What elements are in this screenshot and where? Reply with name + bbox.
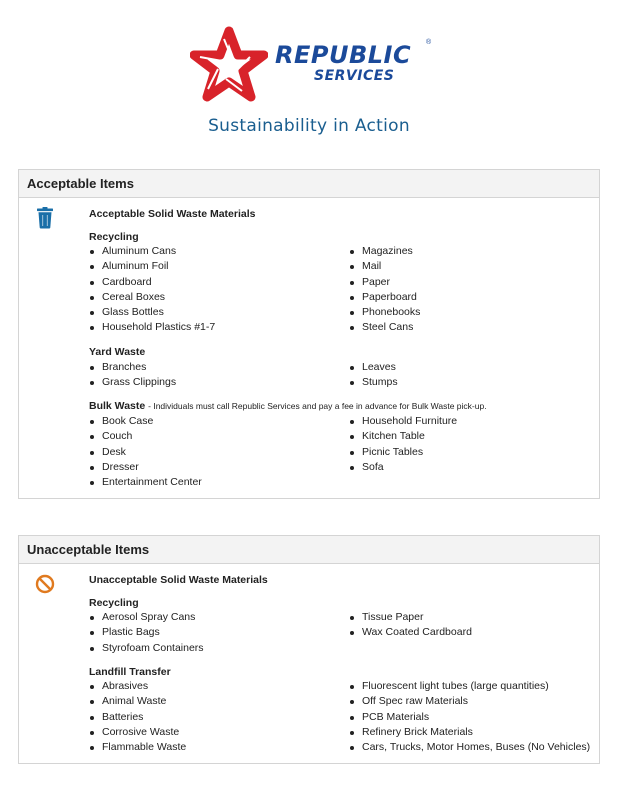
list-item: Off Spec raw Materials — [349, 694, 590, 709]
list-item: Phonebooks — [349, 305, 420, 320]
yard-waste-list-left — [89, 360, 176, 391]
registered-mark: ® — [426, 39, 432, 46]
list-item: Picnic Tables — [349, 445, 457, 460]
list-item: Book Case — [89, 414, 202, 429]
acceptable-recycling-list-left — [89, 244, 215, 336]
list-item: Refinery Brick Materials — [349, 725, 590, 740]
list-item: Couch — [89, 429, 202, 444]
list-item: Cereal Boxes — [89, 290, 215, 305]
unacceptable-recycling-list-right — [349, 610, 472, 641]
list-item: Kitchen Table — [349, 429, 457, 444]
list-item: Entertainment Center — [89, 475, 202, 490]
bulk-waste-note: - Individuals must call Republic Services and pay a fee in advance for Bulk Waste pick-up. — [148, 401, 487, 411]
list-item: Desk — [89, 445, 202, 460]
acceptable-items-heading: Acceptable Items — [19, 170, 599, 198]
list-item: Mail — [349, 259, 420, 274]
list-item: Paper — [349, 275, 420, 290]
list-item: Abrasives — [89, 679, 186, 694]
list-item: Tissue Paper — [349, 610, 472, 625]
star-logo-icon — [190, 25, 268, 103]
republic-services-logo — [190, 25, 430, 105]
bulk-waste-list-left — [89, 414, 202, 490]
acceptable-items-panel — [18, 169, 600, 499]
list-item: Animal Waste — [89, 694, 186, 709]
list-item: Dresser — [89, 460, 202, 475]
list-item: Stumps — [349, 375, 398, 390]
list-item: Cars, Trucks, Motor Homes, Buses (No Vehicles) — [349, 740, 590, 755]
brand-name-line2: SERVICES — [314, 68, 395, 84]
list-item: Grass Clippings — [89, 375, 176, 390]
acceptable-subtitle: Acceptable Solid Waste Materials — [89, 208, 256, 220]
brand-name-line1: REPUBLIC — [275, 41, 412, 69]
list-item: Plastic Bags — [89, 625, 204, 640]
acceptable-recycling-title: Recycling — [89, 231, 139, 243]
unacceptable-recycling-list-left — [89, 610, 204, 656]
bulk-waste-label: Bulk Waste — [89, 400, 146, 412]
list-item: Branches — [89, 360, 176, 375]
bulk-waste-list-right — [349, 414, 457, 475]
landfill-transfer-title: Landfill Transfer — [89, 666, 171, 678]
unacceptable-subtitle: Unacceptable Solid Waste Materials — [89, 574, 268, 586]
list-item: Household Furniture — [349, 414, 457, 429]
landfill-transfer-list-left — [89, 679, 186, 755]
list-item: Aluminum Foil — [89, 259, 215, 274]
yard-waste-list-right — [349, 360, 398, 391]
list-item: Sofa — [349, 460, 457, 475]
bulk-waste-title — [89, 400, 487, 412]
list-item: Flammable Waste — [89, 740, 186, 755]
list-item: PCB Materials — [349, 710, 590, 725]
list-item: Magazines — [349, 244, 420, 259]
tagline: Sustainability in Action — [208, 116, 410, 136]
prohibited-icon — [35, 573, 55, 595]
list-item: Aluminum Cans — [89, 244, 215, 259]
trash-can-icon — [35, 207, 55, 229]
list-item: Styrofoam Containers — [89, 641, 204, 656]
list-item: Corrosive Waste — [89, 725, 186, 740]
list-item: Paperboard — [349, 290, 420, 305]
landfill-transfer-list-right — [349, 679, 590, 755]
yard-waste-title: Yard Waste — [89, 346, 146, 358]
list-item: Household Plastics #1-7 — [89, 320, 215, 335]
list-item: Wax Coated Cardboard — [349, 625, 472, 640]
acceptable-recycling-list-right — [349, 244, 420, 336]
unacceptable-recycling-title: Recycling — [89, 597, 139, 609]
list-item: Leaves — [349, 360, 398, 375]
list-item: Steel Cans — [349, 320, 420, 335]
list-item: Aerosol Spray Cans — [89, 610, 204, 625]
list-item: Glass Bottles — [89, 305, 215, 320]
list-item: Fluorescent light tubes (large quantities) — [349, 679, 590, 694]
list-item: Batteries — [89, 710, 186, 725]
unacceptable-items-heading: Unacceptable Items — [19, 536, 599, 564]
list-item: Cardboard — [89, 275, 215, 290]
unacceptable-items-panel — [18, 535, 600, 764]
